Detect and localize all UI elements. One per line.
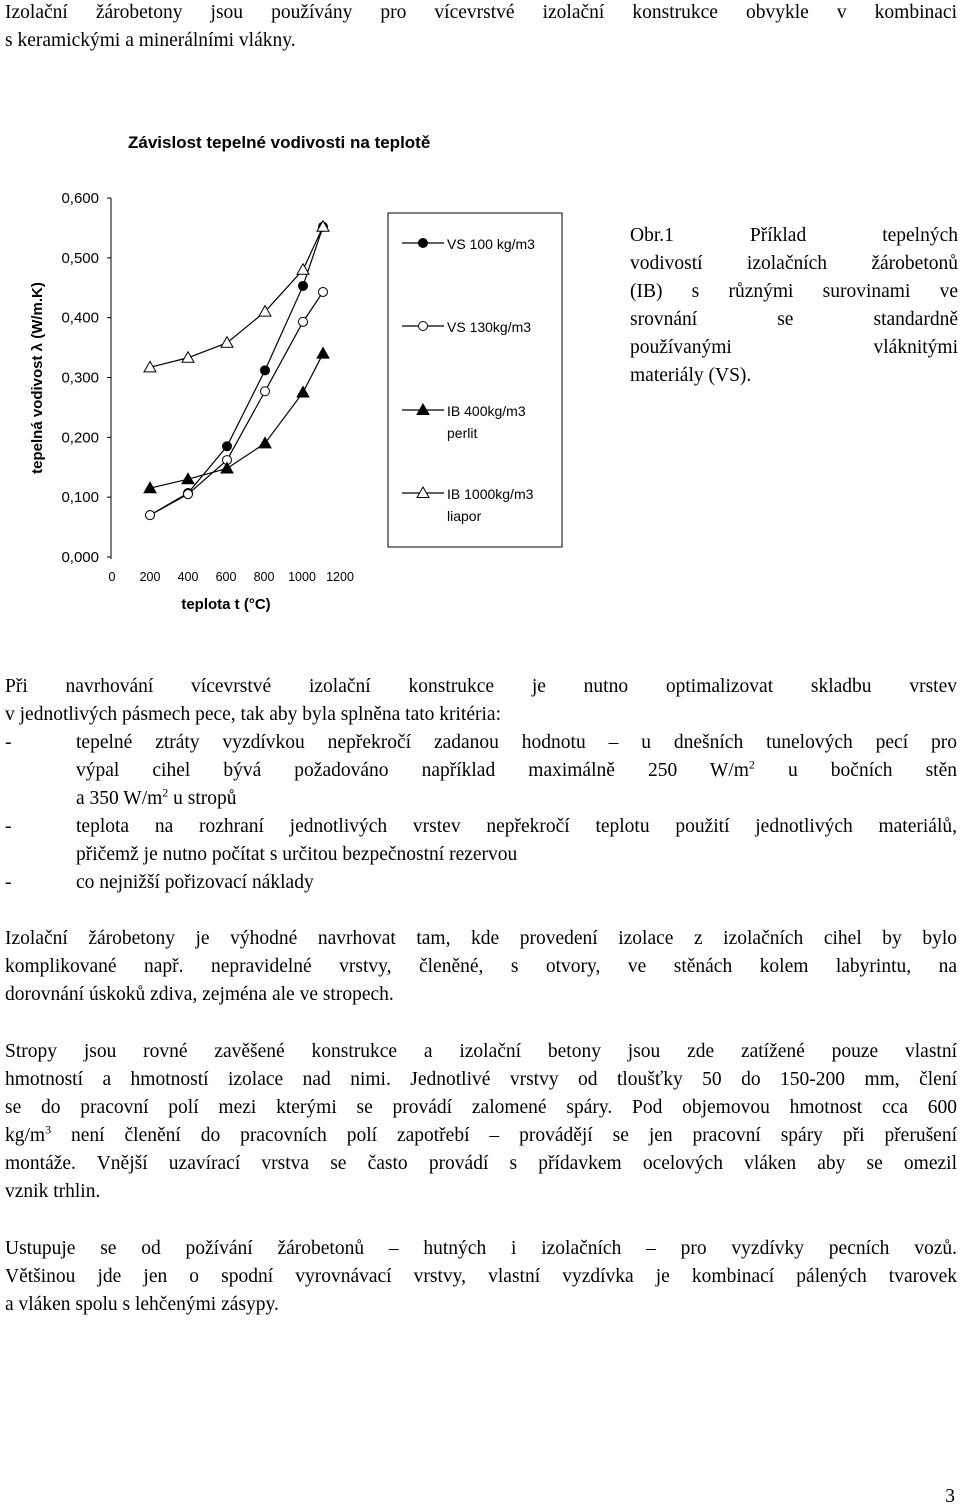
paragraph-2 — [5, 925, 957, 1009]
bullet-dash: - — [5, 872, 12, 893]
page-number: 3 — [945, 1486, 955, 1507]
data-point — [261, 366, 270, 375]
data-point — [417, 487, 429, 498]
b1-line-2: výpal cihel bývá požadováno například maximálně 250 $W/m^2$ u bočních stěn — [76, 757, 957, 781]
data-point — [299, 317, 308, 326]
data-point — [221, 337, 233, 348]
series-2 — [144, 348, 329, 493]
list-item — [5, 729, 957, 813]
x-axis-title: teplota t (°C) — [181, 596, 271, 613]
x-tick-label: 1200 — [326, 570, 354, 584]
p2-line-3: dorovnání úskoků zdiva, zejména ale ve stropech. — [5, 984, 394, 1005]
caption-line-6: materiály (VS). — [630, 365, 752, 386]
y-tick-label: 0,500 — [61, 249, 99, 267]
p1-line-2: v jednotlivých pásmech pece, tak aby byla splněna tato kritéria: — [5, 704, 501, 725]
b3-line-1: co nejnižší pořizovací náklady — [76, 872, 314, 893]
intro-line-2: s keramickými a minerálními vlákny. — [5, 30, 296, 51]
x-tick-label: 800 — [253, 570, 275, 584]
legend-label: VS 130kg/m3 — [447, 319, 532, 335]
b2-line-1: teplota na rozhraní jednotlivých vrstev nepřekročí teplotu použití jednotlivých materiálů, — [76, 816, 957, 837]
data-point — [419, 322, 428, 331]
legend-label: IB 1000kg/m3 — [447, 486, 534, 502]
y-tick-label: 0,100 — [61, 489, 99, 507]
chart-series — [144, 221, 329, 520]
p4-line-3: a vláken spolu s lehčenými zásypy. — [5, 1294, 279, 1315]
bullet-dash: - — [5, 816, 12, 837]
intro-paragraph — [5, 0, 957, 55]
x-tick-label: 400 — [177, 570, 199, 584]
x-tick-label: 600 — [215, 570, 237, 584]
caption-line-4: srovnání se standardně — [630, 309, 958, 330]
series-line — [150, 227, 323, 368]
paragraph-3 — [5, 1038, 957, 1206]
y-tick-label: 0,300 — [61, 369, 99, 387]
bullet-dash: - — [5, 732, 12, 753]
data-point — [299, 281, 308, 290]
data-point — [297, 264, 309, 275]
b2-line-2: přičemž je nutno počítat s určitou bezpečnostní rezervou — [76, 844, 518, 865]
figure-caption — [630, 222, 958, 390]
b1-line-1: tepelné ztráty vyzdívkou nepřekročí zadanou hodnotu – u dnešních tunelových pecí pro — [76, 732, 957, 753]
p3-line-3: se do pracovní polí mezi kterými se provádí zalomené spáry. Pod objemovou hmotnost cca 600 — [5, 1097, 957, 1118]
caption-line-3: (IB) s různými surovinami ve — [630, 281, 958, 302]
caption-line-5: používanými vláknitými — [630, 337, 958, 358]
data-point — [319, 287, 328, 296]
legend-label: liapor — [447, 508, 482, 524]
p3-line-4: $kg/m^3$ není členění do pracovních polí zapotřebí – provádějí se jen pracovní spáry při přerušení — [5, 1122, 957, 1146]
p3-line-5: montáže. Vnější uzavírací vrstva se často provádí s přídavkem ocelových vláken aby se omezil — [5, 1153, 957, 1174]
series-line — [150, 354, 323, 489]
x-tick-label: 200 — [139, 570, 161, 584]
caption-line-2: vodivostí izolačních žárobetonů — [630, 253, 958, 274]
p1-line-1: Při navrhování vícevrstvé izolační konstrukce je nutno optimalizovat skladbu vrstev — [5, 676, 957, 697]
y-axis-title: tepelná vodivost λ (W/m.K) — [29, 282, 46, 474]
thermal-conductivity-chart — [0, 180, 620, 620]
data-point — [184, 490, 193, 499]
series-3 — [144, 221, 329, 372]
list-item — [5, 813, 957, 869]
list-item — [5, 869, 957, 897]
legend-label: VS 100 kg/m3 — [447, 236, 535, 252]
y-tick-label: 0,600 — [61, 190, 99, 207]
data-point — [417, 404, 429, 415]
series-line — [150, 227, 323, 515]
series-1 — [146, 287, 328, 519]
y-tick-label: 0,000 — [61, 549, 99, 566]
criteria-list — [5, 729, 957, 897]
intro-line-1: Izolační žárobetony jsou používány pro vícevrstvé izolační konstrukce obvykle v kombinaci — [5, 2, 957, 23]
p4-line-1: Ustupuje se od požívání žárobetonů – hutných i izolačních – pro vyzdívky pecních vozů. — [5, 1238, 957, 1259]
chart-legend — [388, 213, 562, 547]
p2-line-2: komplikované např. nepravidelné vrstvy, členěné, s otvory, ve stěnách kolem labyrintu, na — [5, 956, 957, 977]
legend-label: IB 400kg/m3 — [447, 403, 526, 419]
p3-line-1: Stropy jsou rovné zavěšené konstrukce a izolační betony jsou zde zatížené pouze vlastní — [5, 1041, 957, 1062]
legend-label: perlit — [447, 425, 478, 441]
p3-line-6: vznik trhlin. — [5, 1181, 101, 1202]
data-point — [223, 442, 232, 451]
data-point — [317, 348, 329, 359]
y-tick-label: 0,400 — [61, 309, 99, 327]
chart-title: Závislost tepelné vodivosti na teplotě — [128, 133, 431, 152]
data-point — [419, 239, 428, 248]
x-tick-label: 0 — [108, 570, 116, 584]
paragraph-4 — [5, 1235, 957, 1319]
y-tick-label: 0,200 — [61, 429, 99, 447]
caption-line-1: Obr.1 Příklad tepelných — [630, 225, 958, 246]
b1-line-3: a 350 $W/m^2$ u stropů — [76, 785, 237, 809]
chart-axes — [29, 190, 354, 613]
p3-line-2: hmotností a hmotností izolace nad nimi. Jednotlivé vrstvy od tloušťky 50 do 150-200 mm, člení — [5, 1069, 957, 1090]
data-point — [146, 511, 155, 520]
criteria-paragraph — [5, 673, 957, 897]
data-point — [182, 352, 194, 363]
x-tick-label: 1000 — [288, 570, 316, 584]
data-point — [259, 437, 271, 448]
data-point — [261, 387, 270, 396]
series-0 — [146, 222, 328, 519]
data-point — [297, 386, 309, 397]
p4-line-2: Většinou jde jen o spodní vyrovnávací vrstvy, vlastní vyzdívka je kombinací pálených tvarovek — [5, 1266, 957, 1287]
p2-line-1: Izolační žárobetony je výhodné navrhovat tam, kde provedení izolace z izolačních cihel by bylo — [5, 928, 957, 949]
